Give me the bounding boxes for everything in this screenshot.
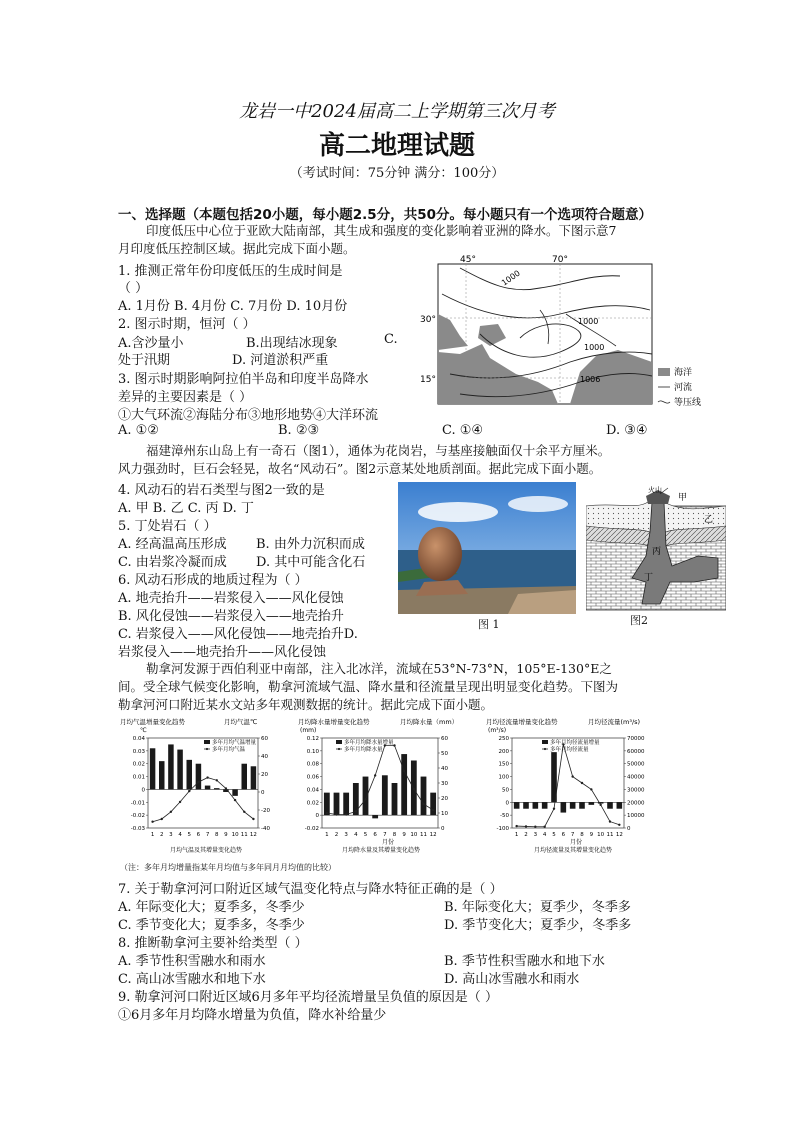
q1-options: A. 1月份 B. 4月份 C. 7月份 D. 10月份 bbox=[118, 299, 348, 314]
c3-ytick-label: -50 bbox=[500, 813, 509, 820]
c2-xtick-label: 11 bbox=[420, 832, 427, 838]
c3-point bbox=[581, 782, 583, 784]
c2-bar bbox=[430, 793, 436, 816]
c3-xtick-label: 10 bbox=[597, 832, 605, 838]
q2-option-c-text: 处于汛期 bbox=[118, 353, 171, 368]
c2-point bbox=[345, 813, 347, 815]
label-jia: 甲 bbox=[678, 493, 688, 503]
c3-xtick-label: 11 bbox=[606, 832, 614, 838]
c3-unit: (m³/s) bbox=[488, 727, 507, 734]
c1-bar bbox=[150, 748, 156, 789]
c1-y2tick-label: -20 bbox=[261, 808, 270, 814]
q2-option-d: D. 河道淤积严重 bbox=[232, 353, 329, 368]
c2-xtick-label: 12 bbox=[429, 832, 437, 838]
c1-bar bbox=[177, 750, 183, 790]
c3-legend-line: 多年月均径流量 bbox=[550, 747, 589, 753]
c2-point bbox=[413, 788, 415, 790]
label-yi: 乙 bbox=[704, 515, 714, 525]
c3-xtick-label: 7 bbox=[570, 832, 575, 838]
q3-factors: ①大气环流②海陆分布③地形地势④大洋环流 bbox=[118, 408, 379, 423]
section-heading: 一、选择题（本题包括20小题，每小题2.5分，共50分。每小题只有一个选项符合题意） bbox=[118, 207, 652, 223]
c1-bar bbox=[168, 744, 174, 789]
c3-caption: 月均径流量及其增量变化趋势 bbox=[534, 847, 613, 854]
c1-unit: ℃ bbox=[140, 727, 147, 734]
c2-xtick-label: 2 bbox=[334, 832, 339, 838]
q9-stem: 9. 勒拿河河口附近区域6月多年平均径流增量呈负值的原因是（ ） bbox=[118, 990, 498, 1005]
c3-ytick-label: 150 bbox=[498, 761, 509, 768]
c3-bar bbox=[533, 802, 539, 808]
c2-bar bbox=[421, 777, 427, 816]
q6-option-a: A. 地壳抬升——岩浆侵入——风化侵蚀 bbox=[118, 591, 344, 606]
c2-bar bbox=[363, 777, 369, 816]
c1-xtick-label: 1 bbox=[150, 832, 155, 838]
c3-legend-bar: 多年月均径流量增量 bbox=[550, 740, 600, 746]
c3-y2tick-label: 50000 bbox=[627, 761, 645, 768]
c1-title-left: 月均气温增量变化趋势 bbox=[120, 718, 185, 726]
c1-xtick-label: 2 bbox=[160, 832, 164, 838]
c2-point bbox=[422, 803, 424, 805]
q3-option-c: C. ①④ bbox=[442, 423, 484, 438]
intro1-line2: 月印度低压控制区域。据此完成下面小题。 bbox=[118, 241, 356, 256]
volcano-label: 火山 bbox=[648, 486, 662, 494]
c1-point bbox=[197, 781, 199, 783]
c2-ytick-label: 0.06 bbox=[306, 774, 319, 781]
c3-point bbox=[590, 788, 592, 790]
intro2-line2: 风力强劲时，巨石会轻晃，故名“风动石”。图2示意某处地质剖面。据此完成下面小题。 bbox=[118, 461, 602, 476]
c3-y2tick-label: 10000 bbox=[627, 813, 645, 820]
c3-ytick-label: 0 bbox=[505, 800, 509, 807]
c2-title-right: 月均降水量（mm） bbox=[400, 718, 459, 726]
c2-plot-area bbox=[305, 736, 449, 838]
c3-ytick-label: -100 bbox=[496, 826, 509, 832]
india-low-pressure-map bbox=[420, 254, 720, 414]
q3-option-b: B. ②③ bbox=[278, 423, 320, 438]
c3-plot-area bbox=[497, 736, 645, 838]
q1-stem: 1. 推测正常年份印度低压的生成时间是 bbox=[118, 264, 343, 279]
c2-ytick-label: -0.02 bbox=[304, 826, 319, 832]
c1-xtick-label: 7 bbox=[205, 832, 210, 838]
c2-legend-line: 多年月均降水量 bbox=[344, 747, 383, 753]
q5-option-b: B. 由外力沉积而成 bbox=[256, 537, 365, 552]
q8-option-c: C. 高山冰雪融水和地下水 bbox=[118, 972, 266, 987]
c3-y2tick-label: 0 bbox=[627, 826, 631, 832]
q4-stem: 4. 风动石的岩石类型与图2一致的是 bbox=[118, 483, 325, 498]
c1-xtick-label: 8 bbox=[215, 832, 219, 838]
c2-xtick-label: 8 bbox=[392, 832, 397, 838]
c1-point bbox=[252, 818, 254, 820]
c1-legend-line: 多年月均气温 bbox=[212, 747, 246, 753]
c2-bar bbox=[324, 793, 330, 816]
c3-xtick-label: 9 bbox=[589, 832, 594, 838]
c2-point bbox=[403, 770, 405, 772]
c3-y2tick-label: 30000 bbox=[627, 787, 645, 794]
c3-y2tick-label: 70000 bbox=[627, 736, 645, 742]
c2-xtick-label: 1 bbox=[325, 832, 329, 838]
c1-xtick-label: 5 bbox=[187, 832, 191, 838]
c1-bar bbox=[159, 761, 165, 789]
exam-title-line1: 龙岩一中2024届高二上学期第三次月考 bbox=[239, 101, 555, 122]
label-bing: 丙 bbox=[652, 547, 662, 557]
c2-point bbox=[393, 744, 395, 746]
c1-y2tick-label: 0 bbox=[261, 790, 265, 796]
c1-ytick-label: -0.03 bbox=[130, 826, 145, 832]
c1-bar bbox=[205, 786, 211, 790]
figure1-wind-rock-photo bbox=[398, 482, 576, 614]
c1-bar bbox=[232, 789, 238, 795]
c3-point bbox=[515, 825, 517, 827]
c2-xtick-label: 3 bbox=[344, 832, 348, 838]
c3-bar bbox=[589, 802, 595, 805]
q5-option-c: C. 由岩浆冷凝而成 bbox=[118, 555, 227, 570]
q6-stem: 6. 风动石形成的地质过程为（ ） bbox=[118, 573, 308, 588]
c2-bar bbox=[392, 783, 398, 815]
legend-ocean-swatch bbox=[658, 368, 670, 376]
c1-series-line bbox=[153, 778, 254, 822]
c3-xtick-label: 1 bbox=[514, 832, 519, 838]
c3-y2tick-label: 60000 bbox=[627, 748, 645, 755]
c1-y2tick-label: 20 bbox=[261, 772, 268, 778]
figure1-caption: 图 1 bbox=[478, 618, 500, 631]
label-ding: 丁 bbox=[644, 573, 654, 583]
c2-ytick-label: 0.04 bbox=[306, 787, 319, 794]
c1-ytick-label: 0.03 bbox=[132, 748, 145, 755]
c1-title-right: 月均气温℃ bbox=[224, 718, 258, 726]
chart-temperature bbox=[118, 716, 294, 854]
c2-point bbox=[326, 812, 328, 814]
q2-stem: 2. 图示时期，恒河（ ） bbox=[118, 317, 256, 332]
c2-point bbox=[374, 774, 376, 776]
lon-45-label: 45° bbox=[460, 255, 476, 265]
c3-point bbox=[525, 825, 527, 827]
c3-bar bbox=[579, 802, 585, 808]
c3-ytick-label: 250 bbox=[498, 736, 509, 742]
c3-xtick-label: 3 bbox=[533, 832, 538, 838]
q8-option-a: A. 季节性积雪融水和雨水 bbox=[118, 954, 266, 969]
q6-option-d: 岩浆侵入——地壳抬升——风化侵蚀 bbox=[118, 645, 327, 660]
c2-y2tick-label: 0 bbox=[441, 826, 445, 832]
q3-option-a: A. ①② bbox=[118, 423, 159, 438]
c1-xtick-label: 12 bbox=[249, 832, 257, 838]
c1-point bbox=[243, 811, 245, 813]
c3-xlabel: 月份 bbox=[570, 839, 583, 846]
c1-legend-bar-swatch bbox=[204, 740, 210, 744]
c2-ytick-label: 0.02 bbox=[306, 800, 319, 807]
q2-option-b: B.出现结冰现象 bbox=[246, 336, 338, 351]
c1-plot-area bbox=[131, 736, 271, 838]
c1-bar bbox=[242, 764, 248, 790]
figure2-geologic-section bbox=[586, 486, 726, 612]
c2-point bbox=[364, 798, 366, 800]
q4-options: A. 甲 B. 乙 C. 丙 D. 丁 bbox=[118, 501, 254, 516]
c1-point bbox=[161, 818, 163, 820]
intro3-line2: 间。受全球气候变化影响，勒拿河流域气温、降水量和径流量呈现出明显变化趋势。下图为 bbox=[118, 679, 619, 694]
c2-y2tick-label: 10 bbox=[441, 811, 448, 817]
q7-option-a: A. 年际变化大；夏季多，冬季少 bbox=[118, 900, 305, 915]
c1-y2tick-label: -40 bbox=[261, 826, 270, 832]
c3-point bbox=[534, 826, 536, 828]
c1-bar bbox=[251, 766, 257, 789]
c3-title-right: 月均径流量(m³/s) bbox=[588, 718, 641, 726]
c3-point bbox=[609, 820, 611, 822]
c2-bar bbox=[401, 754, 407, 815]
c2-ytick-label: 0.10 bbox=[306, 748, 319, 755]
c1-point bbox=[206, 776, 208, 778]
intro3-line1: 勒拿河发源于西伯利亚中南部，注入北冰洋，流域在53°N-73°N，105°E-130°E之 bbox=[146, 661, 612, 676]
c2-y2tick-label: 50 bbox=[441, 751, 448, 757]
c3-ytick-label: 200 bbox=[498, 748, 509, 755]
c2-caption: 月均降水量及其增量变化趋势 bbox=[342, 847, 421, 854]
c1-bar bbox=[196, 764, 202, 790]
c2-bar bbox=[372, 815, 378, 818]
c1-ytick-label: 0.02 bbox=[132, 761, 145, 768]
c3-xtick-label: 6 bbox=[561, 832, 566, 838]
legend-isobar-swatch bbox=[658, 401, 670, 403]
lat-15-label: 15° bbox=[420, 375, 436, 385]
q8-option-d: D. 高山冰雪融水和雨水 bbox=[444, 972, 580, 987]
c1-point bbox=[216, 779, 218, 781]
c2-title-left: 月均降水量增量变化趋势 bbox=[298, 718, 370, 726]
c2-ytick-label: 0.08 bbox=[306, 761, 319, 768]
c3-xtick-label: 2 bbox=[524, 832, 528, 838]
c3-y2tick-label: 40000 bbox=[627, 774, 645, 781]
q6-option-c: C. 岩浆侵入——风化侵蚀——地壳抬升D. bbox=[118, 627, 358, 642]
q5-stem: 5. 丁处岩石（ ） bbox=[118, 519, 217, 534]
c2-legend-bar-swatch bbox=[336, 740, 342, 744]
lat-30-label: 30° bbox=[420, 315, 436, 325]
c1-ytick-label: 0.04 bbox=[132, 736, 145, 742]
intro1-line1: 印度低压中心位于亚欧大陆南部，其生成和强度的变化影响着亚洲的降水。下图示意7 bbox=[146, 223, 617, 238]
c1-point bbox=[234, 799, 236, 801]
exam-subtitle: （考试时间：75分钟 满分：100分） bbox=[289, 166, 505, 181]
c3-point bbox=[599, 804, 601, 806]
c2-point bbox=[355, 810, 357, 812]
c2-y2tick-label: 60 bbox=[441, 736, 448, 742]
q7-stem: 7. 关于勒拿河河口附近区域气温变化特点与降水特征正确的是（ ） bbox=[118, 882, 503, 897]
isobar-label-1000b: 1000 bbox=[578, 317, 599, 326]
isobar-label-1000c: 1000 bbox=[584, 343, 605, 352]
c3-bar bbox=[523, 802, 529, 808]
q6-option-b: B. 风化侵蚀——岩浆侵入——地壳抬升 bbox=[118, 609, 344, 624]
c1-caption: 月均气温及其增量变化趋势 bbox=[170, 847, 243, 854]
c2-xlabel: 月份 bbox=[382, 839, 395, 846]
q5-option-d: D. 其中可能含化石 bbox=[256, 555, 366, 570]
isobar-label-1006: 1006 bbox=[580, 375, 601, 384]
chart-runoff bbox=[484, 716, 680, 854]
q3-option-d: D. ③④ bbox=[606, 423, 648, 438]
c1-ytick-label: -0.01 bbox=[130, 800, 145, 807]
c3-point bbox=[618, 824, 620, 826]
c2-ytick-label: 0.12 bbox=[306, 736, 319, 742]
c1-legend-bar: 多年月均气温增量 bbox=[212, 740, 257, 746]
chart-precipitation bbox=[296, 716, 482, 854]
q5-option-a: A. 经高温高压形成 bbox=[118, 537, 227, 552]
c3-bar bbox=[570, 802, 576, 808]
c3-bar bbox=[607, 802, 613, 808]
c2-point bbox=[335, 813, 337, 815]
q1-blank: （ ） bbox=[118, 281, 149, 296]
c2-unit: (mm) bbox=[300, 727, 317, 734]
c3-legend-line-dot bbox=[544, 748, 546, 750]
c3-title-left: 月均径流量增量变化趋势 bbox=[486, 718, 558, 726]
c1-point bbox=[179, 801, 181, 803]
intro2-line1: 福建漳州东山岛上有一奇石（图1），通体为花岗岩，与基座接触面仅十余平方厘米。 bbox=[146, 443, 611, 458]
c3-bar bbox=[617, 802, 623, 808]
c1-point bbox=[225, 787, 227, 789]
c3-bar bbox=[598, 802, 604, 803]
q3-stem-2: 差异的主要因素是（ ） bbox=[118, 390, 253, 405]
c2-legend-bar: 多年月均降水量增量 bbox=[344, 740, 394, 746]
legend-river: 河流 bbox=[674, 383, 693, 393]
c1-xtick-label: 6 bbox=[196, 832, 201, 838]
c2-bar bbox=[334, 793, 340, 816]
c2-y2tick-label: 20 bbox=[441, 796, 448, 802]
c3-xtick-label: 4 bbox=[542, 832, 547, 838]
c1-ytick-label: 0 bbox=[141, 787, 145, 794]
c1-xtick-label: 11 bbox=[240, 832, 248, 838]
q9-item1: ①6月多年月均降水增量为负值，降水补给量少 bbox=[118, 1008, 387, 1023]
c1-ytick-label: -0.02 bbox=[130, 813, 145, 820]
q8-option-b: B. 季节性积雪融水和地下水 bbox=[444, 954, 605, 969]
c3-series-line bbox=[517, 744, 620, 826]
c1-point bbox=[170, 811, 172, 813]
c1-bar bbox=[214, 788, 220, 789]
c1-point bbox=[188, 790, 190, 792]
c2-bar bbox=[343, 793, 349, 816]
c2-xtick-label: 5 bbox=[363, 832, 368, 838]
c3-point bbox=[571, 775, 573, 777]
isobar-label-1000a: 1000 bbox=[499, 268, 522, 288]
c1-legend-line-dot bbox=[206, 748, 208, 750]
c1-y2tick-label: 60 bbox=[261, 736, 268, 742]
c2-xtick-label: 4 bbox=[354, 832, 358, 838]
c3-legend-bar-swatch bbox=[542, 740, 548, 744]
c2-series-line bbox=[327, 746, 433, 815]
c1-xtick-label: 4 bbox=[178, 832, 182, 838]
q2-option-c: C. bbox=[384, 332, 398, 347]
c2-bar bbox=[382, 775, 388, 815]
c3-bar bbox=[514, 802, 520, 808]
q7-option-b: B. 年际变化大；夏季少，冬季多 bbox=[444, 900, 631, 915]
c1-ytick-label: 0.01 bbox=[132, 774, 145, 781]
c1-y2tick-label: 40 bbox=[261, 754, 268, 760]
c1-xtick-label: 9 bbox=[224, 832, 228, 838]
c2-point bbox=[432, 809, 434, 811]
c3-bar bbox=[542, 802, 548, 808]
c1-point bbox=[151, 821, 153, 823]
c3-point bbox=[553, 808, 555, 810]
c2-xtick-label: 6 bbox=[373, 832, 377, 838]
c3-ytick-label: 50 bbox=[502, 787, 509, 794]
c1-xtick-label: 3 bbox=[169, 832, 173, 838]
c1-bar bbox=[187, 760, 193, 790]
legend-ocean: 海洋 bbox=[674, 368, 693, 378]
q8-stem: 8. 推断勒拿河主要补给类型（ ） bbox=[118, 936, 308, 951]
c3-xtick-label: 5 bbox=[552, 832, 556, 838]
c3-y2tick-label: 20000 bbox=[627, 800, 645, 807]
c2-xtick-label: 7 bbox=[383, 832, 387, 838]
q7-option-c: C. 季节变化大；夏季多，冬季少 bbox=[118, 918, 305, 933]
q2-option-a: A.含沙量小 bbox=[118, 336, 184, 351]
c2-ytick-label: 0 bbox=[315, 813, 319, 820]
c3-bar bbox=[561, 802, 567, 812]
legend-isobar: 等压线 bbox=[674, 398, 702, 408]
q7-option-d: D. 季节变化大；夏季少，冬季多 bbox=[444, 918, 632, 933]
intro3-line3: 勒拿河河口附近某水文站多年观测数据的统计。据此完成下面小题。 bbox=[118, 697, 494, 712]
c3-point bbox=[543, 826, 545, 828]
c3-ytick-label: 100 bbox=[498, 774, 509, 781]
c3-xtick-label: 12 bbox=[615, 832, 623, 838]
c1-xtick-label: 10 bbox=[231, 832, 239, 838]
c3-xtick-label: 8 bbox=[580, 832, 584, 838]
c2-legend-line-dot bbox=[338, 748, 340, 750]
figure2-caption: 图2 bbox=[630, 614, 648, 627]
exam-title-line2: 高二地理试题 bbox=[318, 131, 475, 161]
c2-y2tick-label: 30 bbox=[441, 781, 448, 787]
c2-xtick-label: 9 bbox=[402, 832, 406, 838]
c2-xtick-label: 10 bbox=[410, 832, 418, 838]
c2-y2tick-label: 40 bbox=[441, 766, 448, 772]
lon-70-label: 70° bbox=[552, 255, 568, 265]
chart-note: （注：多年月均增量指某年月均值与多年同月月均值的比较） bbox=[120, 863, 336, 872]
q3-stem: 3. 图示时期影响阿拉伯半岛和印度半岛降水 bbox=[118, 372, 369, 387]
